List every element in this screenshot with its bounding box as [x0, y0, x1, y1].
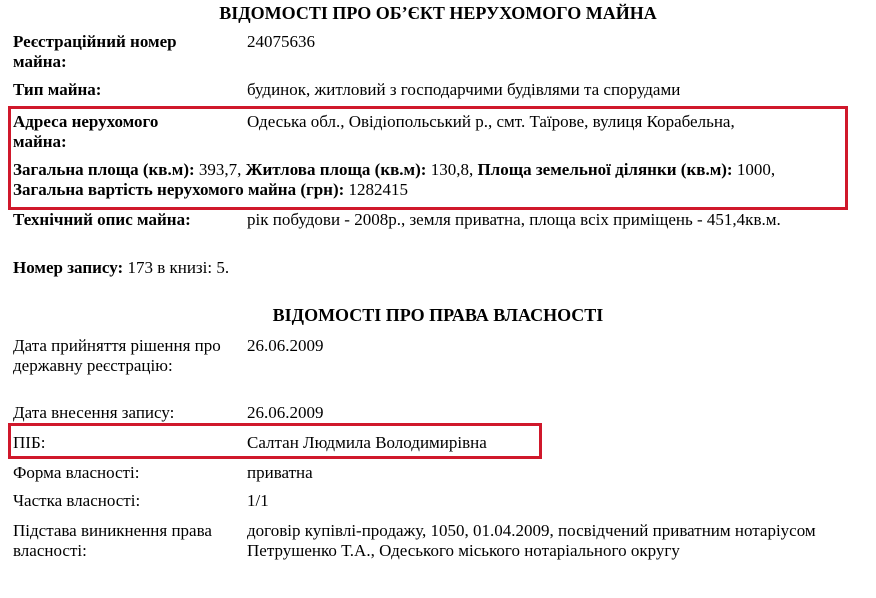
tech-desc-row — [13, 210, 843, 252]
decision-date-value: 26.06.2009 — [247, 336, 324, 355]
highlight-box-owner — [8, 423, 542, 459]
reg-number-label: Реєстраційний номер майна: — [13, 32, 177, 71]
tech-desc-label: Технічний опис майна: — [13, 210, 191, 229]
highlight-box-address — [8, 106, 848, 210]
address-label: Адреса нерухомого майна: — [13, 112, 159, 151]
reg-number-value: 24075636 — [247, 32, 315, 51]
property-type-label: Тип майна: — [13, 80, 102, 99]
record-row — [13, 258, 843, 278]
entry-date-value: 26.06.2009 — [247, 403, 324, 422]
share-row — [13, 491, 843, 513]
living-area-label: Житлова площа (кв.м): — [245, 160, 427, 179]
entry-date-row — [13, 403, 843, 425]
total-value-label: Загальна вартість нерухомого майна (грн): — [13, 180, 345, 199]
land-area-value: 1000, — [736, 160, 776, 179]
tech-desc-value: рік побудови - 2008р., земля приватна, площа всіх приміщень - 451,4кв.м. — [247, 210, 781, 229]
ownership-form-row — [13, 463, 843, 485]
ownership-form-value: приватна — [247, 463, 313, 482]
basis-label: Підстава виникнення права власності: — [13, 521, 212, 560]
object-section-title: ВІДОМОСТІ ПРО ОБ’ЄКТ НЕРУХОМОГО МАЙНА — [219, 3, 657, 23]
reg-number-row — [13, 32, 843, 74]
total-area-label: Загальна площа (кв.м): — [13, 160, 195, 179]
ownership-form-label: Форма власності: — [13, 463, 140, 482]
basis-row — [13, 521, 843, 583]
decision-date-row — [13, 336, 843, 398]
property-type-value: будинок, житловий з господарчими будівлями та спорудами — [247, 80, 681, 99]
decision-date-label: Дата прийняття рішення про державну реєстрацію: — [13, 336, 221, 375]
record-value: 173 в книзі: 5. — [127, 258, 230, 277]
share-label: Частка власності: — [13, 491, 141, 510]
basis-value: договір купівлі-продажу, 1050, 01.04.2009, посвідчений приватним нотаріусом Петрушенко Т.А., Одеського міського нотаріального округу — [247, 521, 816, 560]
rights-section-title: ВІДОМОСТІ ПРО ПРАВА ВЛАСНОСТІ — [272, 305, 604, 325]
address-value: Одеська обл., Овідіопольський р., смт. Таїрове, вулиця Корабельна, — [247, 112, 735, 131]
living-area-value: 130,8, — [430, 160, 474, 179]
land-area-label: Площа земельної ділянки (кв.м): — [477, 160, 733, 179]
total-area-value: 393,7, — [198, 160, 242, 179]
entry-date-label: Дата внесення запису: — [13, 403, 175, 422]
record-label: Номер запису: — [13, 258, 124, 277]
owner-name-value: Салтан Людмила Володимирівна — [247, 433, 487, 452]
share-value: 1/1 — [247, 491, 269, 510]
total-value-value: 1282415 — [348, 180, 409, 199]
property-type-row — [13, 80, 843, 102]
owner-name-label: ПІБ: — [13, 433, 46, 452]
